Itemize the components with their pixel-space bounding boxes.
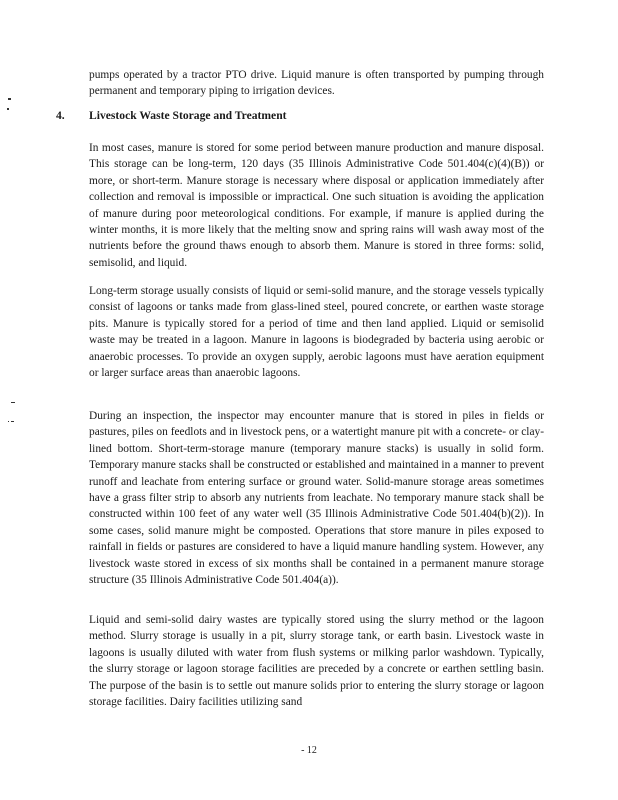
body-paragraph: During an inspection, the inspector may encounter manure that is stored in piles in fields or pastures, piles on feedlots and in livestock pens, or a watertight manure pit with a concrete- or clay-lined bottom. Short-term-storage manure (temporary manure stacks) is usually in solid form. Temporary manure stacks shall be constructed or established and maintained in a manner to prevent runoff and leachate from entering surface or ground water. Solid-manure storage areas sometimes have a grass filter strip to absorb any nutrients from leachate. No temporary manure stack shall be constructed within 100 feet of any water well (35 Illinois Administrative Code 501.404(b)(2)). In some cases, solid manure might be composted. Operations that store manure in piles exposed to rainfall in fields or pastures are considered to have a liquid manure handling system. However, any livestock waste stored in excess of six months shall be contained in a permanent manure storage structure (35 Illinois Administrative Code 501.404(a)). — [89, 410, 544, 587]
body-paragraph: Long-term storage usually consists of liquid or semi-solid manure, and the storage vessels typically consist of lagoons or tanks made from glass-lined steel, poured concrete, or earthen waste storage pits. Manure is typically stored for a period of time and then land applied. Liquid or semisolid waste may be treated in a lagoon. Manure in lagoons is biodegraded by bacteria using aerobic or anaerobic processes. To provide an oxygen supply, aerobic lagoons must have aeration equipment or larger surface areas than anaerobic lagoons. — [89, 285, 544, 380]
page-number: - 12 — [301, 745, 317, 756]
body-paragraph: Liquid and semi-solid dairy wastes are typically stored using the slurry method or the lagoon method. Slurry storage is usually in a pit, slurry storage tank, or earth basin. Livestock waste in lagoons is usually diluted with water from flush systems or milking parlor washdown. Typically, the slurry storage or lagoon storage facilities are preceded by a concrete or earthen settling basin. The purpose of the basin is to settle out manure solids prior to entering the slurry storage or lagoon storage facilities. Dairy facilities utilizing sand — [89, 614, 544, 709]
scan-artifact-mark — [8, 98, 11, 100]
scan-artifact-mark — [8, 421, 9, 422]
section-title: Livestock Waste Storage and Treatment — [89, 109, 287, 122]
scan-artifact-mark — [11, 402, 15, 403]
section-heading — [56, 109, 287, 122]
body-paragraph: In most cases, manure is stored for some period between manure production and manure disposal. This storage can be long-term, 120 days (35 Illinois Administrative Code 501.404(c)(4)(B)) or more, or short-term. Manure storage is necessary where disposal or application immediately after collection and removal is impossible or impractical. One such situation is avoiding the application of manure during poor meteorological conditions. For example, if manure is applied during the winter months, it is more likely that the melting snow and spring rains will wash away most of the nutrients before the ground thaws enough to absorb them. Manure is stored in three forms: solid, semisolid, and liquid. — [89, 142, 544, 269]
continuation-paragraph: pumps operated by a tractor PTO drive. Liquid manure is often transported by pumping through permanent and temporary piping to irrigation devices. — [89, 69, 544, 98]
scan-artifact-mark — [11, 421, 14, 422]
scan-artifact-mark — [7, 108, 9, 110]
section-number: 4. — [56, 109, 65, 122]
